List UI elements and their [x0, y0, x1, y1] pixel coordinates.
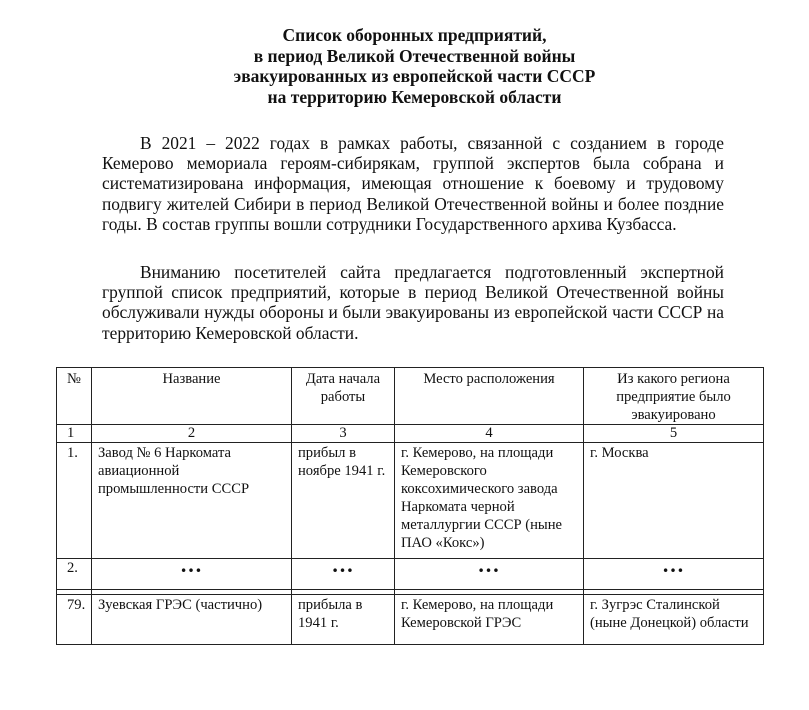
intro-paragraph-2-text: Вниманию посетителей сайта предлагается подготовленный экспертной группой список предприятий, которые в период Великой Отечественной войны обслуживали нужды обороны и были эвакуированы из европейской части СССР на территорию Кемеровской области. [102, 262, 724, 343]
column-number: 3 [292, 425, 395, 443]
header-place: Место расположения [395, 368, 584, 425]
column-number: 4 [395, 425, 584, 443]
row-name [92, 552, 292, 590]
row-num: 79. [57, 595, 92, 645]
header-num: № [57, 368, 92, 425]
table-header-row [57, 368, 764, 425]
ellipsis: … [331, 552, 355, 577]
table-row [57, 595, 764, 645]
header-region: Из какого региона предприятие было эвакуировано [584, 368, 764, 425]
row-date [292, 552, 395, 590]
table-row [57, 559, 764, 590]
title-line-4: на территорию Кемеровской области [267, 86, 562, 107]
enterprises-table [56, 367, 764, 645]
row-place: г. Кемерово, на площади Кемеровского коксохимического завода Наркомата черной металлургии СССР (ныне ПАО «Кокс») [395, 443, 584, 559]
table-row [57, 443, 764, 559]
intro-paragraph-2 [102, 262, 724, 343]
row-place: г. Кемерово, на площади Кемеровской ГРЭС [395, 595, 584, 645]
column-number-row [57, 425, 764, 443]
intro-paragraph-1-text: В 2021 – 2022 годах в рамках работы, связанной с созданием в городе Кемерово мемориала героям-сибирякам, группой экспертов была собрана и систематизирована информация, имеющая отношение к боевому и трудовому подвигу жителей Сибири в период Великой Отечественной войны и более поздние годы. В состав группы вошли сотрудники Государственного архива Кузбасса. [102, 133, 724, 234]
column-number: 2 [92, 425, 292, 443]
header-date: Дата начала работы [292, 368, 395, 425]
ellipsis: … [180, 552, 203, 577]
header-name: Название [92, 368, 292, 425]
title-line-1: Список оборонных предприятий, [282, 25, 547, 45]
row-name: Зуевская ГРЭС (частично) [92, 595, 292, 645]
row-date: прибыла в 1941 г. [292, 595, 395, 645]
row-region: г. Москва [584, 443, 764, 559]
column-number: 5 [584, 425, 764, 443]
row-num: 1. [57, 443, 92, 559]
title-line-2: в период Великой Отечественной войны [253, 45, 576, 66]
ellipsis: … [477, 552, 501, 577]
row-name: Завод № 6 Наркомата авиационной промышленности СССР [92, 443, 292, 559]
row-place [395, 552, 584, 590]
intro-paragraph-1 [102, 133, 724, 234]
column-number: 1 [57, 425, 92, 443]
document-title [0, 25, 809, 107]
row-region [584, 552, 764, 590]
row-num: 2. [57, 559, 92, 590]
row-date: прибыл в ноябре 1941 г. [292, 443, 395, 559]
title-line-3: эвакуированных из европейской части СССР [233, 66, 596, 86]
row-region: г. Зугрэс Сталинской (ныне Донецкой) области [584, 595, 764, 645]
ellipsis: … [662, 552, 685, 577]
